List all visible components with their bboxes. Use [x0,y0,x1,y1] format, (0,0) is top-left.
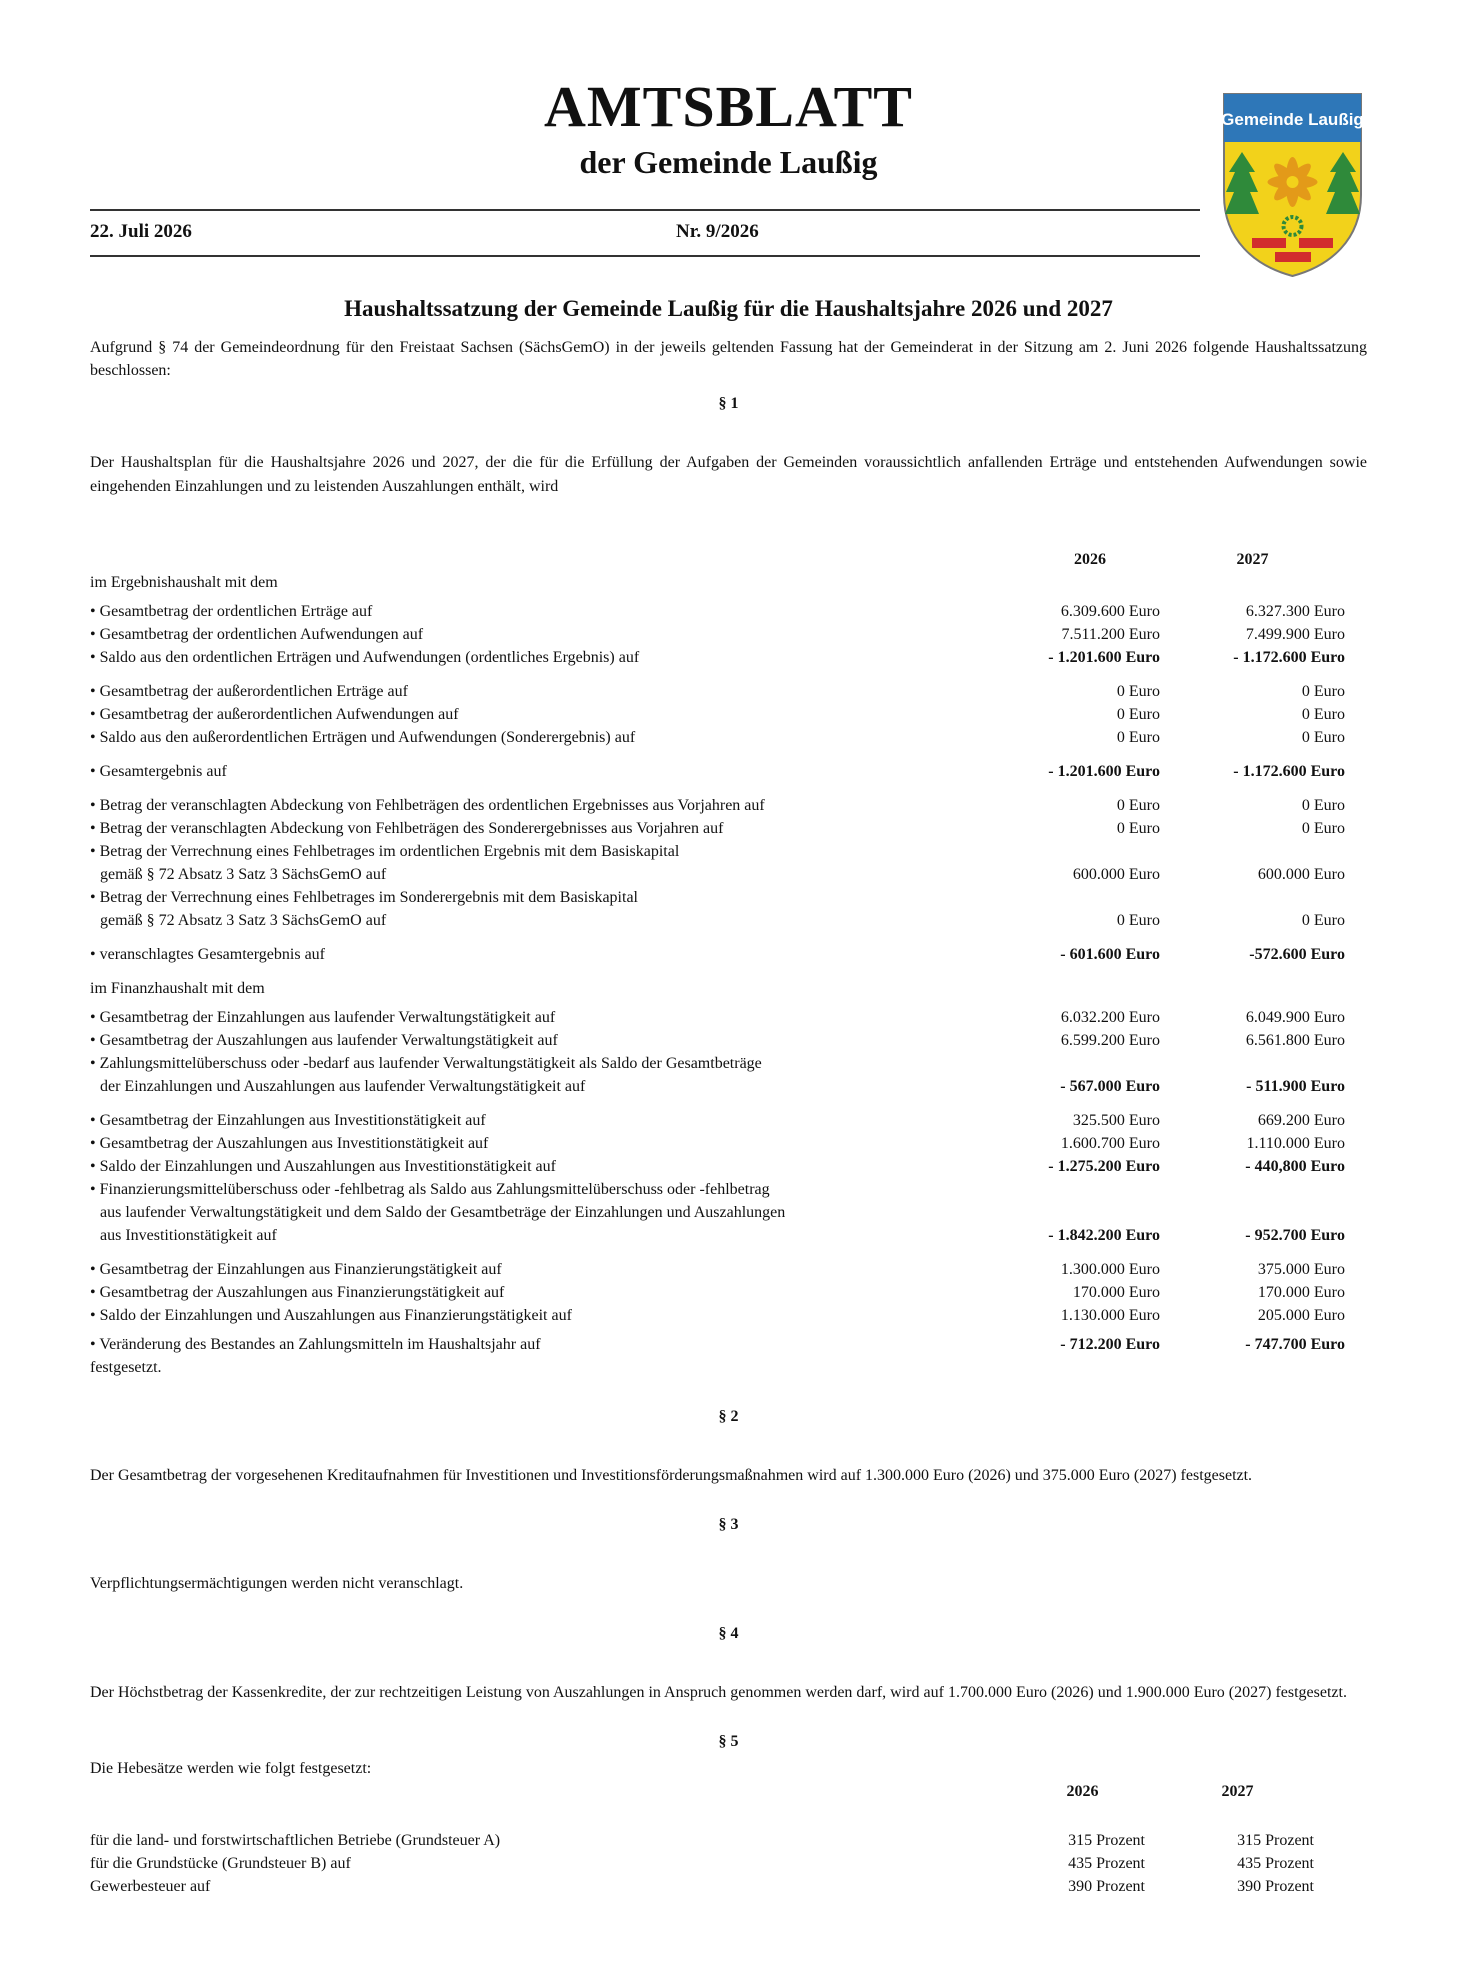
tax-value-2027: 390 Prozent [1237,1878,1314,1896]
tax-value-2027: 315 Prozent [1237,1832,1314,1850]
row-value-2026: 1.130.000 Euro [1060,1306,1160,1324]
tax-row-label: für die land- und forstwirtschaftlichen Betriebe (Grundsteuer A) [90,1832,501,1850]
row-value-2027: 205.000 Euro [1257,1306,1345,1324]
section-1-text: Der Haushaltsplan für die Haushaltsjahre 2026 und 2027, der die für die Erfüllung der Aufgaben der Gemeinden voraussichtlich anfallenden Erträge und entstehenden Aufwendungen sowie eingehenden Einzahlungen und zu leistenden Auszahlungen enthält, wird [90,454,1367,495]
masthead-subtitle: der Gemeinde Laußig [579,144,878,180]
row-label: • Saldo der Einzahlungen und Auszahlungen aus Investitionstätigkeit auf [90,1157,556,1175]
tax-row-label: Gewerbesteuer auf [90,1878,211,1896]
row-value-2027: 0 Euro [1301,911,1345,929]
row-value-2026: 7.511.200 Euro [1061,625,1160,643]
row-value-2027: - 1.172.600 Euro [1233,762,1345,780]
row-value-2026: - 601.600 Euro [1060,945,1160,963]
section-mark-2: § 2 [718,1407,739,1425]
closing-text: festgesetzt. [90,1358,162,1376]
tax-row-label: für die Grundstücke (Grundsteuer B) auf [90,1855,351,1873]
row-label: • Gesamtbetrag der Einzahlungen aus laufender Verwaltungstätigkeit auf [90,1008,556,1026]
coat-of-arms-icon [1220,90,1365,280]
issue-number: Nr. 9/2026 [676,221,759,242]
row-value-2026: 325.500 Euro [1072,1111,1160,1129]
row-value-2026: - 1.201.600 Euro [1048,648,1160,666]
row-label: • Veränderung des Bestandes an Zahlungsmitteln im Haushaltsjahr auf [90,1335,541,1353]
row-value-2026: 6.309.600 Euro [1060,602,1160,620]
masthead-title: AMTSBLATT [544,74,913,139]
row-label: • Gesamtergebnis auf [90,762,227,780]
row-value-2027: 6.561.800 Euro [1245,1031,1345,1049]
row-value-2027: 0 Euro [1301,682,1345,700]
row-label: • Finanzierungsmittelüberschuss oder -fehlbetrag als Saldo aus Zahlungsmittelüberschuss oder -fehlbetrag [90,1180,770,1198]
row-label: • Betrag der Verrechnung eines Fehlbetrages im ordentlichen Ergebnis mit dem Basiskapital [90,842,680,860]
document-body [90,290,1367,1898]
section-mark-4: § 4 [718,1624,739,1642]
row-label-continuation: der Einzahlungen und Auszahlungen aus laufender Verwaltungstätigkeit auf [100,1077,586,1095]
row-value-2027: 0 Euro [1301,819,1345,837]
row-value-2026: 1.300.000 Euro [1060,1260,1160,1278]
row-value-2027: 6.327.300 Euro [1245,602,1345,620]
row-label: • Betrag der veranschlagten Abdeckung von Fehlbeträgen des Sonderergebnisses aus Vorjahren auf [90,819,724,837]
row-label: • Zahlungsmittelüberschuss oder -bedarf aus laufender Verwaltungstätigkeit als Saldo der Gesamtbeträge [90,1054,762,1072]
tax-rate-table [90,1780,1367,1898]
row-value-2026: - 1.275.200 Euro [1048,1157,1160,1175]
row-label-continuation: aus laufender Verwaltungstätigkeit und dem Saldo der Gesamtbeträge der Einzahlungen und Auszahlungen [100,1203,786,1221]
row-label-continuation: gemäß § 72 Absatz 3 Satz 3 SächsGemO auf [100,911,387,929]
budget-table [90,548,1367,1379]
row-value-2027: - 952.700 Euro [1245,1226,1345,1244]
tax-value-2026: 390 Prozent [1068,1878,1145,1896]
row-value-2026: - 567.000 Euro [1060,1077,1160,1095]
tax-value-2027: 435 Prozent [1237,1855,1314,1873]
ergebnis-heading: im Ergebnishaushalt mit dem [90,573,278,591]
row-label-continuation: aus Investitionstätigkeit auf [100,1226,277,1244]
row-value-2026: 0 Euro [1116,819,1160,837]
row-value-2027: 7.499.900 Euro [1245,625,1345,643]
section-2-text: Der Gesamtbetrag der vorgesehenen Kreditaufnahmen für Investitionen und Investitionsförderungsmaßnahmen wird auf 1.300.000 Euro (2026) und 375.000 Euro (2027) festgesetzt. [90,1467,1253,1485]
row-value-2027: 1.110.000 Euro [1246,1134,1345,1152]
row-label: • Gesamtbetrag der außerordentlichen Erträge auf [90,682,408,700]
row-value-2026: - 1.842.200 Euro [1048,1226,1160,1244]
row-label: • Gesamtbetrag der Auszahlungen aus Investitionstätigkeit auf [90,1134,489,1152]
row-label: • Gesamtbetrag der Auszahlungen aus laufender Verwaltungstätigkeit auf [90,1031,558,1049]
document-headline: Haushaltssatzung der Gemeinde Laußig für die Haushaltsjahre 2026 und 2027 [344,296,1113,321]
year-header-2027: 2027 [1236,550,1269,568]
section-5-text: Die Hebesätze werden wie folgt festgesetzt: [90,1760,372,1778]
row-label: • Saldo aus den außerordentlichen Erträgen und Aufwendungen (Sonderergebnis) auf [90,728,636,746]
row-value-2027: 669.200 Euro [1257,1111,1345,1129]
masthead-rule-bottom [90,255,1200,257]
row-label: • Gesamtbetrag der Einzahlungen aus Finanzierungstätigkeit auf [90,1260,502,1278]
row-value-2026: 600.000 Euro [1072,865,1160,883]
row-value-2027: - 1.172.600 Euro [1233,648,1345,666]
row-value-2026: 0 Euro [1116,705,1160,723]
row-value-2026: 0 Euro [1116,682,1160,700]
tax-value-2026: 315 Prozent [1068,1832,1145,1850]
row-value-2026: 6.032.200 Euro [1060,1008,1160,1026]
row-label: • Betrag der Verrechnung eines Fehlbetrages im Sonderergebnis mit dem Basiskapital [90,888,638,906]
row-value-2027: 0 Euro [1301,705,1345,723]
row-value-2027: - 511.900 Euro [1246,1077,1345,1095]
row-label: • Gesamtbetrag der Einzahlungen aus Investitionstätigkeit auf [90,1111,486,1129]
year-header-2026: 2026 [1066,1783,1099,1801]
row-value-2027: 600.000 Euro [1257,865,1345,883]
row-label: • Gesamtbetrag der ordentlichen Aufwendungen auf [90,625,424,643]
row-value-2026: 0 Euro [1116,796,1160,814]
row-value-2027: - 440,800 Euro [1245,1157,1345,1175]
section-mark-3: § 3 [718,1516,739,1534]
row-label: • Betrag der veranschlagten Abdeckung von Fehlbeträgen des ordentlichen Ergebnisses aus Vorjahren auf [90,796,765,814]
row-value-2027: - 747.700 Euro [1245,1335,1345,1353]
row-label: • Gesamtbetrag der außerordentlichen Aufwendungen auf [90,705,459,723]
row-label: • Saldo aus den ordentlichen Erträgen und Aufwendungen (ordentliches Ergebnis) auf [90,648,640,666]
section-3-text: Verpflichtungsermächtigungen werden nicht veranschlagt. [90,1575,464,1593]
row-value-2026: 0 Euro [1116,911,1160,929]
section-mark-5: § 5 [718,1732,739,1750]
tax-value-2026: 435 Prozent [1068,1855,1145,1873]
row-label: • Gesamtbetrag der ordentlichen Erträge auf [90,602,373,620]
row-value-2026: 6.599.200 Euro [1060,1031,1160,1049]
masthead-rule-top [90,209,1200,211]
row-value-2026: - 1.201.600 Euro [1048,762,1160,780]
row-value-2027: 6.049.900 Euro [1245,1008,1345,1026]
section-4-text: Der Höchstbetrag der Kassenkredite, der zur rechtzeitigen Leistung von Auszahlungen in Anspruch genommen werden darf, wird auf 1.700.000 Euro (2026) und 1.900.000 Euro (2027) festgesetzt. [90,1683,1347,1701]
row-label: • Gesamtbetrag der Auszahlungen aus Finanzierungstätigkeit auf [90,1283,505,1301]
year-header-2027: 2027 [1221,1783,1254,1801]
row-value-2027: 0 Euro [1301,728,1345,746]
row-value-2026: 1.600.700 Euro [1060,1134,1160,1152]
intro-paragraph: Aufgrund § 74 der Gemeindeordnung für den Freistaat Sachsen (SächsGemO) in der jeweils geltenden Fassung hat der Gemeinderat in der Sitzung am 2. Juni 2026 folgende Haushaltssatzung beschlossen: [90,338,1367,380]
year-header-2026: 2026 [1074,550,1106,568]
crest-text: Gemeinde Laußig [1221,110,1364,129]
row-value-2027: 0 Euro [1301,796,1345,814]
finanz-heading: im Finanzhaushalt mit dem [90,979,265,997]
row-value-2026: 170.000 Euro [1072,1283,1160,1301]
row-label: • Saldo der Einzahlungen und Auszahlungen aus Finanzierungstätigkeit auf [90,1306,572,1324]
row-value-2027: -572.600 Euro [1249,945,1345,963]
row-value-2027: 170.000 Euro [1257,1283,1345,1301]
row-label: • veranschlagtes Gesamtergebnis auf [90,945,325,963]
row-value-2027: 375.000 Euro [1257,1260,1345,1278]
row-value-2026: 0 Euro [1116,728,1160,746]
section-mark-1: § 1 [718,395,739,413]
row-value-2026: - 712.200 Euro [1060,1335,1160,1353]
row-label-continuation: gemäß § 72 Absatz 3 Satz 3 SächsGemO auf [100,865,387,883]
issue-date: 22. Juli 2026 [90,221,192,242]
